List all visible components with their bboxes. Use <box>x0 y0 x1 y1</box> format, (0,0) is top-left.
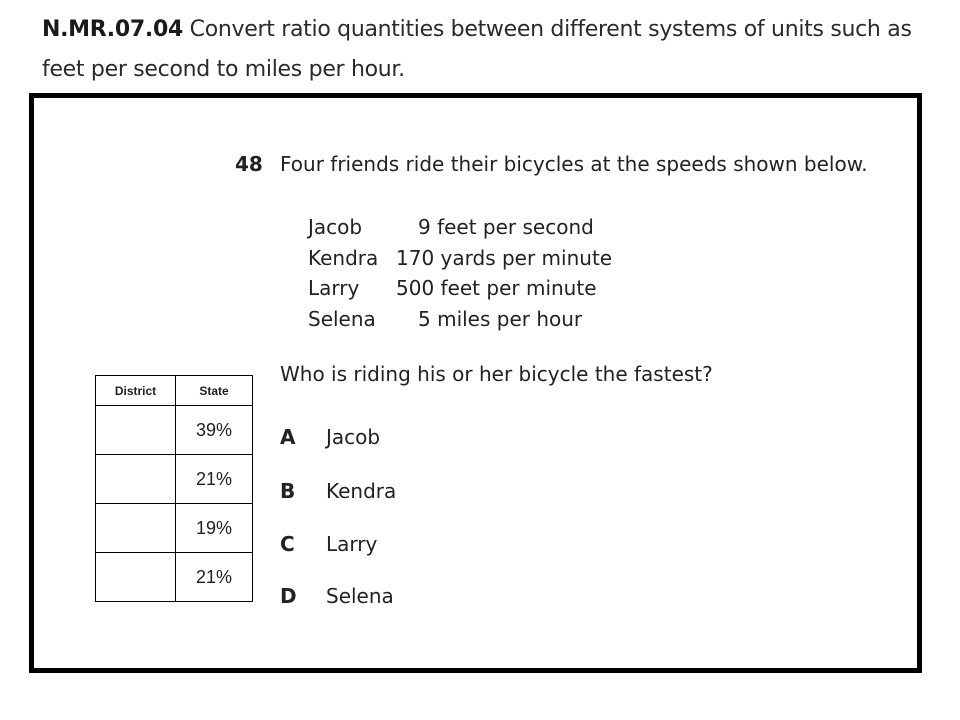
district-cell <box>96 406 176 455</box>
speed-value: 170 yards per minute <box>396 245 613 270</box>
choice-letter: D <box>280 584 297 608</box>
standard-description: Convert ratio quantities between different systems of units such as feet per second to miles per hour. <box>42 17 912 82</box>
district-cell <box>96 553 176 602</box>
district-header: District <box>96 376 176 406</box>
standard-header <box>42 10 922 90</box>
state-cell: 19% <box>176 504 253 553</box>
table-row <box>96 455 253 504</box>
question-number: 48 <box>235 152 263 176</box>
table-row <box>96 553 253 602</box>
standard-code: N.MR.07.04 <box>42 17 183 42</box>
speed-value: 9 feet per second <box>418 215 594 239</box>
question-text: Four friends ride their bicycles at the speeds shown below. <box>280 152 868 176</box>
district-cell <box>96 504 176 553</box>
choice-letter: A <box>280 425 296 449</box>
speed-name: Kendra <box>308 245 379 270</box>
table-header-row <box>96 376 253 406</box>
choice-letter: B <box>280 479 296 503</box>
speed-value: 5 miles per hour <box>418 306 583 331</box>
speed-name: Larry <box>308 276 360 300</box>
results-table <box>95 375 253 602</box>
speed-name: Selena <box>308 306 376 331</box>
state-cell: 21% <box>176 455 253 504</box>
table-row <box>96 406 253 455</box>
speed-value: 500 feet per minute <box>396 276 597 300</box>
choice-text: Selena <box>326 584 394 608</box>
choice-letter: C <box>280 532 295 556</box>
state-cell: 39% <box>176 406 253 455</box>
state-cell: 21% <box>176 553 253 602</box>
question-prompt: Who is riding his or her bicycle the fastest? <box>280 362 713 386</box>
choice-text: Kendra <box>326 479 397 503</box>
choice-text: Larry <box>326 532 378 556</box>
choice-text: Jacob <box>326 425 381 449</box>
state-header: State <box>176 376 253 406</box>
district-cell <box>96 455 176 504</box>
speed-name: Jacob <box>308 215 363 239</box>
table-row <box>96 504 253 553</box>
